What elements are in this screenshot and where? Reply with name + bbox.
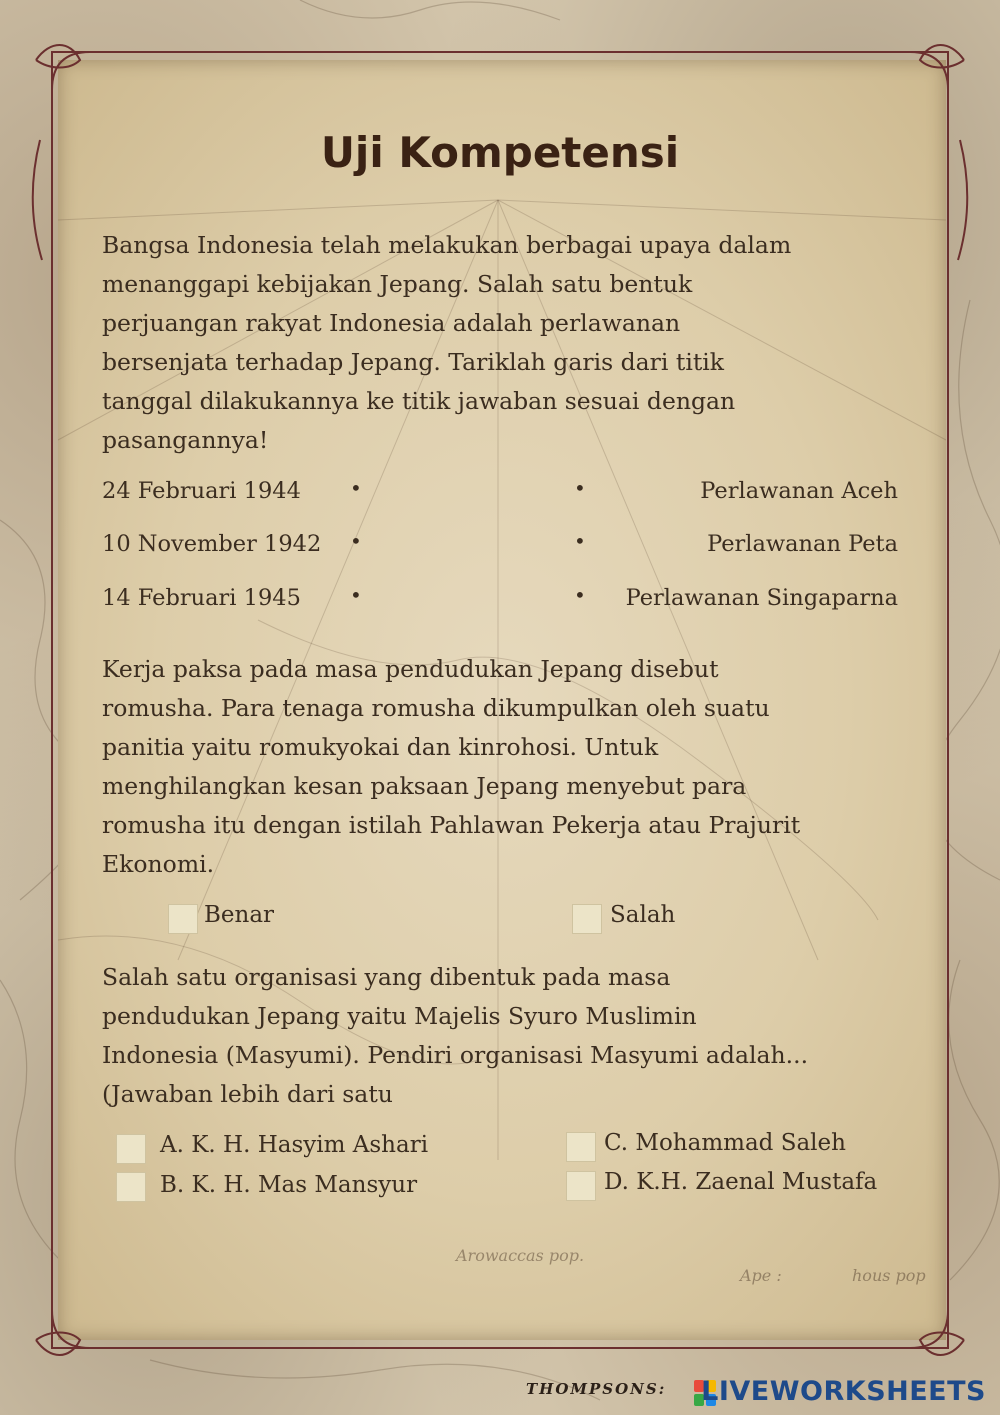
checkbox-option-a[interactable]: [116, 1134, 146, 1164]
question-3-line: (Jawaban lebih dari satu: [102, 1080, 393, 1108]
question-1-line: tanggal dilakukannya ke titik jawaban sesuai dengan: [102, 387, 736, 415]
match-dot-left[interactable]: •: [350, 583, 362, 607]
checkbox-option-b[interactable]: [116, 1172, 146, 1202]
match-date: 10 November 1942: [102, 531, 322, 557]
option-d-label: D. K.H. Zaenal Mustafa: [604, 1169, 878, 1195]
option-b-label: B. K. H. Mas Mansyur: [160, 1172, 418, 1198]
question-3-line: Salah satu organisasi yang dibentuk pada masa: [102, 963, 671, 991]
map-label: Ape :: [740, 1266, 782, 1285]
match-dot-right[interactable]: •: [574, 583, 586, 607]
option-salah-label: Salah: [610, 902, 676, 928]
question-1-line: menanggapi kebijakan Jepang. Salah satu bentuk: [102, 270, 693, 298]
map-credit: THOMPSONS:: [526, 1380, 667, 1398]
matching-row: [102, 581, 902, 621]
match-dot-right[interactable]: •: [574, 476, 586, 500]
question-2-line: Ekonomi.: [102, 850, 215, 878]
matching-row: [102, 527, 902, 567]
question-3-line: Indonesia (Masyumi). Pendiri organisasi Masyumi adalah...: [102, 1041, 809, 1069]
option-c-label: C. Mohammad Saleh: [604, 1130, 846, 1156]
question-3-text: [102, 958, 892, 1114]
match-dot-left[interactable]: •: [350, 476, 362, 500]
question-1-line: pasangannya!: [102, 426, 269, 454]
question-1-text: [102, 226, 862, 460]
matching-row: [102, 474, 902, 514]
question-1-line: perjuangan rakyat Indonesia adalah perlawanan: [102, 309, 681, 337]
question-3-line: pendudukan Jepang yaitu Majelis Syuro Muslimin: [102, 1002, 697, 1030]
checkbox-option-d[interactable]: [566, 1171, 596, 1201]
match-dot-left[interactable]: •: [350, 529, 362, 553]
checkbox-salah[interactable]: [572, 904, 602, 934]
question-1-line: bersenjata terhadap Jepang. Tariklah garis dari titik: [102, 348, 725, 376]
question-2-line: panitia yaitu romukyokai dan kinrohosi. Untuk: [102, 733, 659, 761]
question-2-line: romusha itu dengan istilah Pahlawan Pekerja atau Prajurit: [102, 811, 801, 839]
map-label: hous pop: [852, 1266, 926, 1285]
checkbox-option-c[interactable]: [566, 1132, 596, 1162]
option-benar-label: Benar: [204, 902, 275, 928]
question-2-line: romusha. Para tenaga romusha dikumpulkan oleh suatu: [102, 694, 770, 722]
question-2-text: [102, 650, 862, 884]
match-date: 24 Februari 1944: [102, 478, 301, 504]
brand-logo[interactable]: LIVEWORKSHEETS: [701, 1376, 986, 1407]
match-answer: Perlawanan Aceh: [700, 478, 898, 504]
match-answer: Perlawanan Singaparna: [625, 585, 898, 611]
option-a-label: A. K. H. Hasyim Ashari: [160, 1132, 429, 1158]
question-1-line: Bangsa Indonesia telah melakukan berbagai upaya dalam: [102, 231, 792, 259]
checkbox-benar[interactable]: [168, 904, 198, 934]
match-answer: Perlawanan Peta: [707, 531, 898, 557]
match-dot-right[interactable]: •: [574, 529, 586, 553]
match-date: 14 Februari 1945: [102, 585, 301, 611]
question-2-line: menghilangkan kesan paksaan Jepang menyebut para: [102, 772, 747, 800]
page-title: Uji Kompetensi: [320, 128, 680, 177]
question-2-line: Kerja paksa pada masa pendudukan Jepang disebut: [102, 655, 719, 683]
map-label: Arowaccas pop.: [456, 1246, 585, 1265]
